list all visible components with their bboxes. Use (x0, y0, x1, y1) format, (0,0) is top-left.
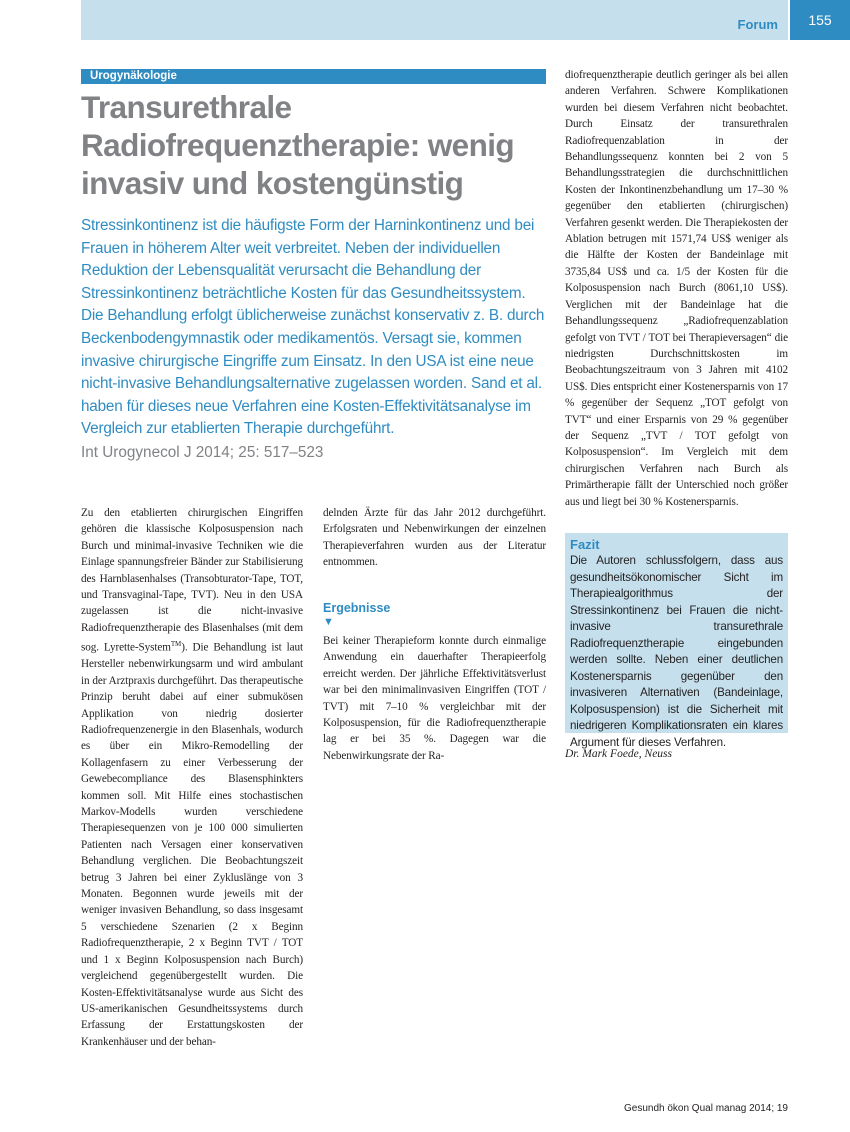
fazit-text: Die Autoren schlussfolgern, dass aus gesundheitsökonomischer Sicht im Therapiealgorithmus der Stressinkontinenz bei Frauen die nicht-invasive transurethrale Radiofrequenztherapie eingebunden werden sollte. Neben einer deutlichen Kostenersparnis gegenüber den invasiveren Alternativen (Bandeinlage, Kolposuspension) ist die Sicherheit mit niedrigeren Komplikationsraten ein klares Argument für dieses Verfahren. (570, 554, 783, 749)
header-bar (81, 0, 788, 40)
footer-citation: Gesundh ökon Qual manag 2014; 19 (623, 1103, 788, 1114)
trademark-superscript: TM (170, 640, 182, 649)
article-title: Transurethrale Radiofrequenztherapie: wenig invasiv und kostengünstig (81, 89, 514, 201)
section-label: Forum (737, 17, 778, 32)
body-text: ). Die Behandlung ist laut Hersteller nebenwirkungsarm und wird ambulant in der Arztpraxis durchgeführt. Das therapeutische Prinzip beruht dabei auf einer submukösen Applikation von niedrig dosierter Radiofrequenzenergie in den Blasenhals, wodurch es über ein Mikro-Remodelling der Kollagenfasern zu einer Verbesserung der Gewebecompliance des Blasensphinkters kommen soll. Mit Hilfe eines stochastischen Markov-Modells wurden verschiedene Therapiesequenzen von je 100 000 simulierten Patienten nach Versagen einer konservativen Behandlung verglichen. Die Beobachtungszeit betrug 3 Jahren bei einer Zykluslänge von 3 Monaten. Begonnen wurde jeweils mit der weniger invasiven Behandlung, so dass insgesamt 5 verschiedene Szenarien (2 x Beginn Radiofrequenztherapie, 2 x Beginn TVT / TOT und 1 x Beginn Kolposuspension nach Burch) vergleichend gegenübergestellt wurden. Die Kosten-Effektivitätsanalyse wurde aus Sicht des US-amerikanischen Gesundheitssystems durch Erfassung der Erstattungskosten der Krankenhäuser und der behan- (81, 641, 303, 1048)
triangle-down-icon: ▼ (323, 616, 334, 628)
body-column-1 (81, 505, 303, 1050)
body-column-2-results: Bei keiner Therapieform konnte durch einmalige Anwendung ein dauerhafter Therapieerfolg erreicht werden. Der jährliche Effektivitätsverlust war bei den minimalinvasiven Eingriffen (TOT / TVT) mit 7–10 % vergleichbar mit der Kolposuspension, für die Radiofrequenztherapie lag er bei 35 %. Dagegen war die Nebenwirkungsrate der Ra- (323, 635, 546, 762)
fazit-title: Fazit (570, 537, 600, 552)
author-name: Dr. Mark Foede, Neuss (565, 748, 672, 760)
body-text: Zu den etablierten chirurgischen Eingriffen gehören die klassische Kolposuspension nach Burch und minimal-invasive Techniken wie die Einlage spannungsfreier Bänder zur Stabilisierung des Harnblasenhalses (Transobturator-Tape, TOT, und Transvaginal-Tape, TVT). Neu in den USA zugelassen ist die nicht-invasive Radiofrequenztherapie des Blasenhalses (mit dem sog. Lyrette-System (81, 507, 303, 654)
category-label: Urogynäkologie (81, 69, 546, 84)
body-column-2: delnden Ärzte für das Jahr 2012 durchgeführt. Erfolgsraten und Nebenwirkungen der einzelnen Therapieverfahren wurden aus der Literatur entnommen. (323, 507, 546, 569)
page-number: 155 (790, 0, 850, 40)
fazit-box (565, 533, 788, 749)
article-citation: Int Urogynecol J 2014; 25: 517–523 (81, 444, 324, 461)
article-lead: Stressinkontinenz ist die häufigste Form der Harninkontinenz und bei Frauen in höherem Alter weit verbreitet. Neben der individuellen Reduktion der Lebensqualität verursacht die Behandlung der Stressinkontinenz beträchtliche Kosten für das Gesundheitssystem. Die Behandlung erfolgt üblicherweise zunächst konservativ z. B. durch Beckenbodengymnastik oder medikamentös. Versagt sie, kommen invasive chirurgische Eingriffe zum Einsatz. In den USA ist eine neue nicht-invasive Behandlungsalternative zugelassen worden. Sand et al. haben für dieses neue Verfahren eine Kosten-Effektivitätsanalyse im Vergleich zur etablierten Therapie durchgeführt. (81, 217, 545, 438)
subheading-ergebnisse: Ergebnisse (323, 601, 391, 615)
body-column-3: diofrequenztherapie deutlich geringer als bei allen anderen Verfahren. Schwere Komplikationen wurden bei diesem Verfahren nicht beobachtet. Durch Einsatz der transurethralen Radiofrequenzablation in der Behandlungssequenz konnten bei 2 von 5 Behandlungsstrategien die durchschnittlichen Kosten der Inkontinenzbehandlung um 17–30 % gegenüber den etablierten (chirurgischen) Verfahren gesenkt werden. Die Therapiekosten der Ablation betrugen mit 1571,74 US$ weniger als die Hälfte der Kosten der Bandeinlage mit 3735,84 US$ und ca. 1/5 der Kosten für die Kolposuspension nach Burch (8061,10 US$). Verglichen mit der Bandeinlage hat die Behandlungssequenz „Radiofrequenzablation gefolgt von TVT / TOT bei Therapieversagen“ die niedrigsten Durchschnittskosten im Beobachtungszeitraum von 3 Jahren mit 4102 US$. Dies entspricht einer Kostenersparnis von 17 % gegenüber der Sequenz „TOT gefolgt von TVT“ und einer Ersparnis von 29 % gegenüber der Sequenz „TVT / TOT gefolgt von Kolposuspension“. Im Vergleich mit dem chirurgischen Verfahren nach Burch als Primärtherapie fällt der Unterschied noch größer aus und liegt bei 30 % Kostenersparnis. (565, 69, 788, 508)
